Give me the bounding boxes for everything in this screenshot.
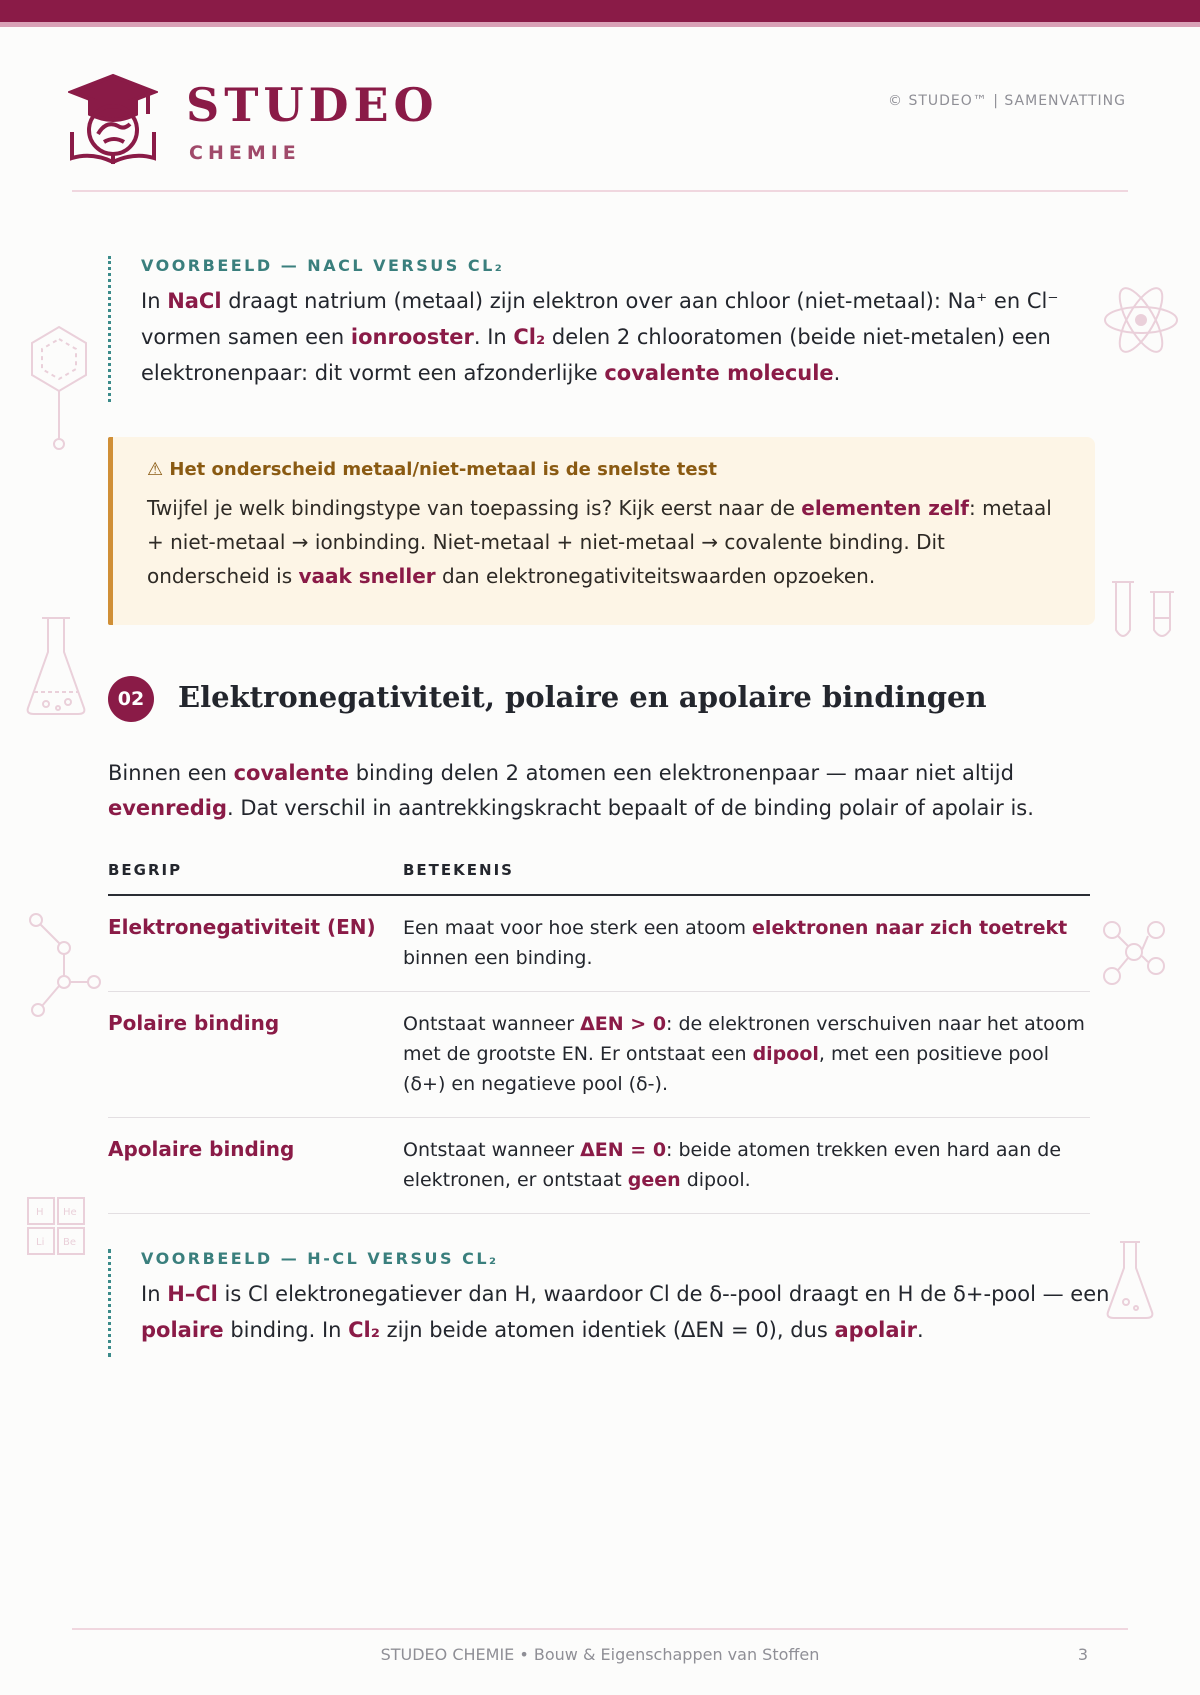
page-number: 3 <box>1077 1645 1088 1664</box>
svg-text:Li: Li <box>36 1237 45 1248</box>
subject-label: CHEMIE <box>189 142 301 164</box>
example-hcl-box <box>108 1249 1131 1357</box>
example-title: VOORBEELD — NACL VERSUS CL₂ <box>141 256 505 275</box>
header-divider <box>72 190 1128 192</box>
table-row-definition: Een maat voor hoe sterk een atoom elektronen naar zich toetrekt binnen een binding. <box>403 917 1068 969</box>
section-title: Elektronegativiteit, polaire en apolaire bindingen <box>178 680 987 714</box>
svg-text:H: H <box>36 1207 44 1218</box>
table-header-term: BEGRIP <box>108 861 183 879</box>
svg-text:Be: Be <box>63 1237 77 1248</box>
table-row-divider <box>108 1213 1090 1214</box>
table-row-term: Elektronegativiteit (EN) <box>108 915 376 939</box>
top-accent-bar <box>0 0 1200 22</box>
footer-divider <box>72 1628 1128 1630</box>
example-body: In NaCl draagt natrium (metaal) zijn elektron over aan chloor (niet-metaal): Na⁺ en Cl⁻ vormen samen een ionrooster. In Cl₂ delen 2 chlooratomen (beide niet-metalen) een elektronenpaar: dit vormt een afzonderlijke covalente molecule. <box>141 289 1059 385</box>
table-row-divider <box>108 1117 1090 1118</box>
top-accent-stripe <box>0 22 1200 27</box>
copyright-notice: © STUDEO™ | SAMENVATTING <box>888 93 1126 109</box>
example-nacl-box <box>108 256 1131 402</box>
share-nodes-icon <box>1098 916 1168 986</box>
warning-body: Twijfel je welk bindingstype van toepassing is? Kijk eerst naar de elementen zelf: metaal + niet-metaal → ionbinding. Niet-metaal + niet-metaal → covalente binding. Dit onderscheid is vaak sneller dan elektronegativiteitswaarden opzoeken. <box>147 496 1052 588</box>
table-row-divider <box>108 991 1090 992</box>
table-header-meaning: BETEKENIS <box>403 861 514 879</box>
svg-text:He: He <box>63 1207 77 1218</box>
footer-text: STUDEO CHEMIE • Bouw & Eigenschappen van Stoffen <box>380 1645 820 1664</box>
periodic-table-icon <box>26 1196 88 1256</box>
section-number-badge: 02 <box>108 676 154 722</box>
example-title: VOORBEELD — H-CL VERSUS CL₂ <box>141 1249 499 1268</box>
flask-icon <box>24 616 88 718</box>
warning-callout <box>108 437 1095 625</box>
graduation-cap-book-icon <box>68 72 158 166</box>
test-tubes-icon <box>1106 580 1178 644</box>
section-intro: Binnen een covalente binding delen 2 atomen een elektronenpaar — maar niet altijd evenredig. Dat verschil in aantrekkingskracht bepaalt of de binding polair of apolair is. <box>108 761 1034 820</box>
table-row-definition: Ontstaat wanneer ΔEN = 0: beide atomen trekken even hard aan de elektronen, er ontstaat geen dipool. <box>403 1139 1062 1191</box>
example-body: In H–Cl is Cl elektronegatiever dan H, waardoor Cl de δ--pool draagt en H de δ+-pool — een polaire binding. In Cl₂ zijn beide atomen identiek (ΔEN = 0), dus apolair. <box>141 1282 1110 1342</box>
table-row-definition: Ontstaat wanneer ΔEN > 0: de elektronen verschuiven naar het atoom met de grootste EN. Er ontstaat een dipool, met een positieve pool (δ+) en negatieve pool (δ-). <box>403 1013 1085 1095</box>
table-header-rule <box>108 894 1090 896</box>
table-row-term: Polaire binding <box>108 1011 280 1035</box>
table-row-term: Apolaire binding <box>108 1137 295 1161</box>
hexagon-molecule-icon <box>28 325 90 450</box>
brand-name: STUDEO <box>186 78 439 132</box>
molecule-branch-icon <box>26 910 104 1020</box>
warning-title: ⚠ Het onderscheid metaal/niet-metaal is de snelste test <box>147 459 717 480</box>
